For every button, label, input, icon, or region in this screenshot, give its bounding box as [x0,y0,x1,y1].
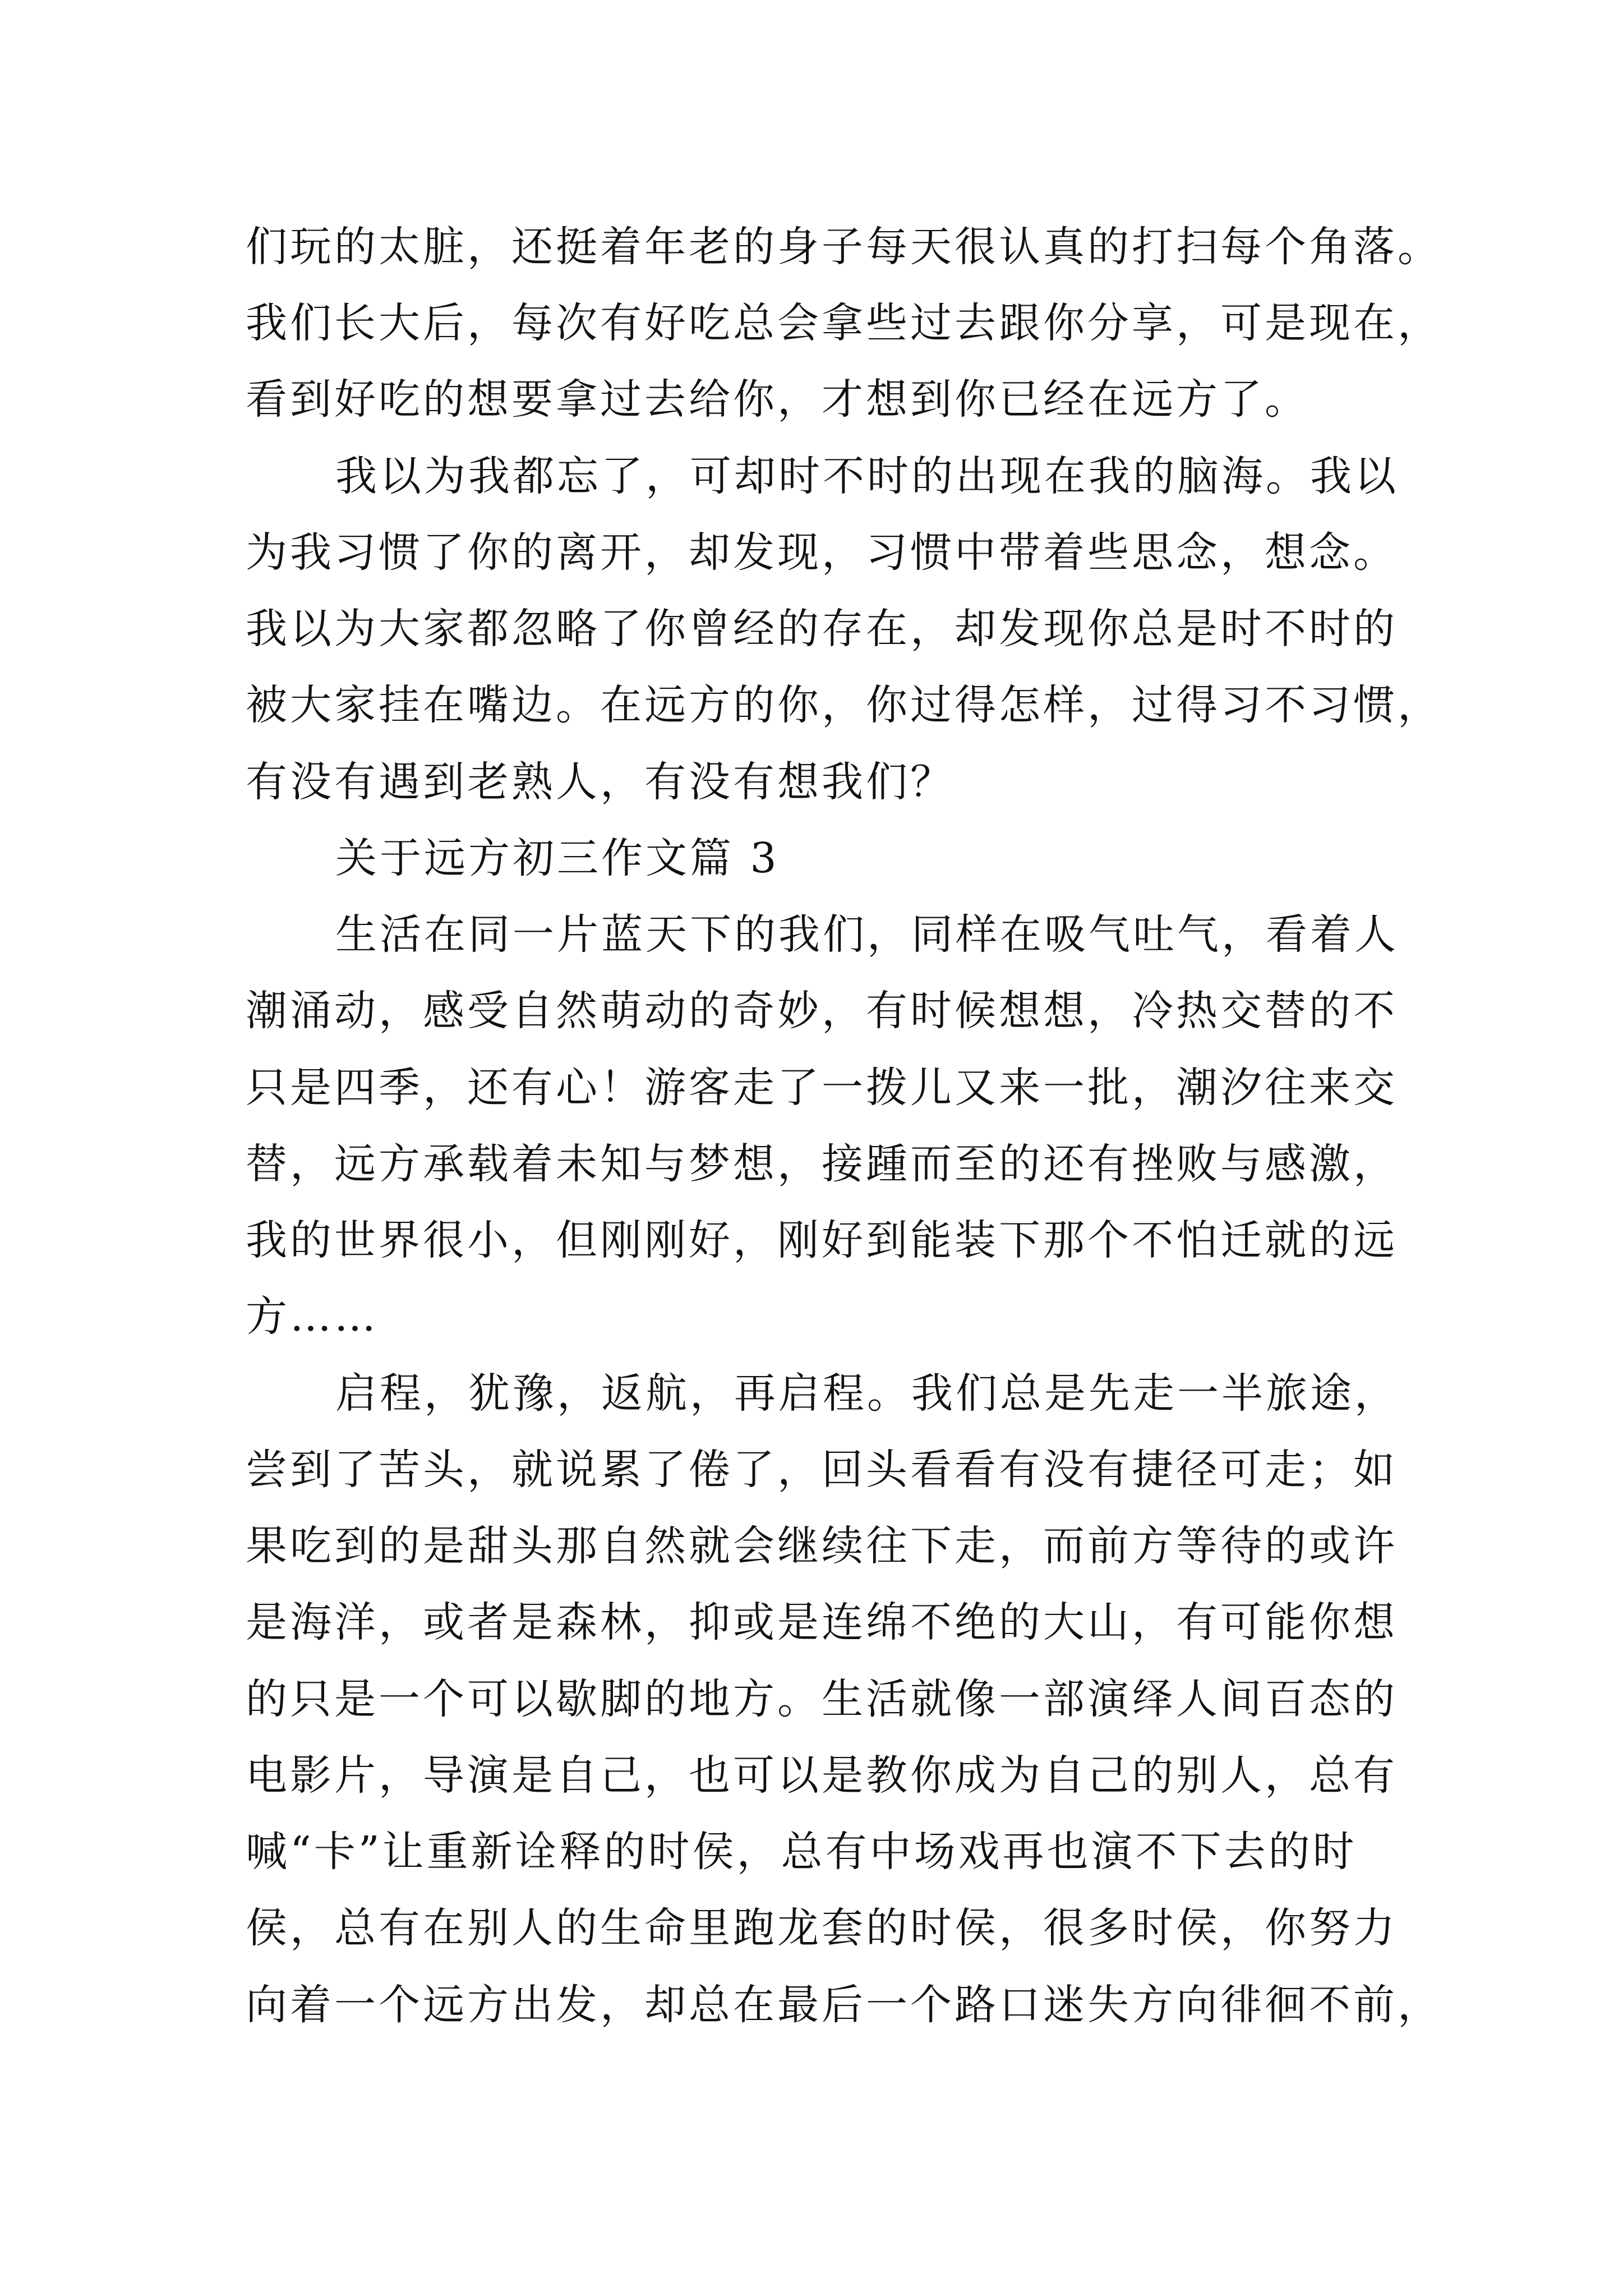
text-line: 看到好吃的想要拿过去给你，才想到你已经在远方了。 [246,375,1309,424]
text-line: 有没有遇到老熟人，有没有想我们？ [246,758,955,806]
text-line: 是海洋，或者是森林，抑或是连绵不绝的大山，有可能你想 [246,1598,1398,1646]
text-line: 侯，总有在别人的生命里跑龙套的时侯，很多时侯，你努力 [246,1904,1398,1952]
paragraph-start-line: 我以为我都忘了，可却时不时的出现在我的脑海。我以 [335,452,1399,500]
text-line: 被大家挂在嘴边。在远方的你，你过得怎样，过得习不习惯， [246,681,1442,729]
text-line: 为我习惯了你的离开，却发现，习惯中带着些思念，想念。 [246,528,1398,577]
paragraph-start-line: 启程，犹豫，返航，再启程。我们总是先走一半旅途， [335,1369,1399,1418]
text-line: 们玩的太脏，还挺着年老的身子每天很认真的打扫每个角落。 [246,223,1442,271]
paragraph-start-line: 生活在同一片蓝天下的我们，同样在吸气吐气，看着人 [335,910,1399,959]
text-line: 我们长大后，每次有好吃总会拿些过去跟你分享，可是现在， [246,299,1442,347]
text-line: 潮涌动，感受自然萌动的奇妙，有时候想想，冷热交替的不 [246,987,1398,1035]
text-line: 喊“卡”让重新诠释的时侯，总有中场戏再也演不下去的时 [246,1828,1357,1876]
text-line: 替，远方承载着未知与梦想，接踵而至的还有挫败与感激， [246,1140,1398,1188]
text-line: 向着一个远方出发，却总在最后一个路口迷失方向徘徊不前， [246,1981,1442,2029]
text-line: 方…… [246,1292,379,1341]
text-line: 尝到了苦头，就说累了倦了，回头看看有没有捷径可走；如 [246,1446,1398,1494]
text-line: 我的世界很小，但刚刚好，刚好到能装下那个不怕迁就的远 [246,1216,1398,1264]
text-line: 我以为大家都忽略了你曾经的存在，却发现你总是时不时的 [246,605,1398,653]
text-line: 电影片，导演是自己，也可以是教你成为自己的别人，总有 [246,1751,1398,1800]
text-line: 只是四季，还有心！游客走了一拨儿又来一批，潮汐往来交 [246,1064,1398,1112]
text-line: 果吃到的是甜头那自然就会继续往下走，而前方等待的或许 [246,1522,1398,1570]
section-heading: 关于远方初三作文篇 3 [335,834,780,882]
text-line: 的只是一个可以歇脚的地方。生活就像一部演绎人间百态的 [246,1675,1398,1723]
